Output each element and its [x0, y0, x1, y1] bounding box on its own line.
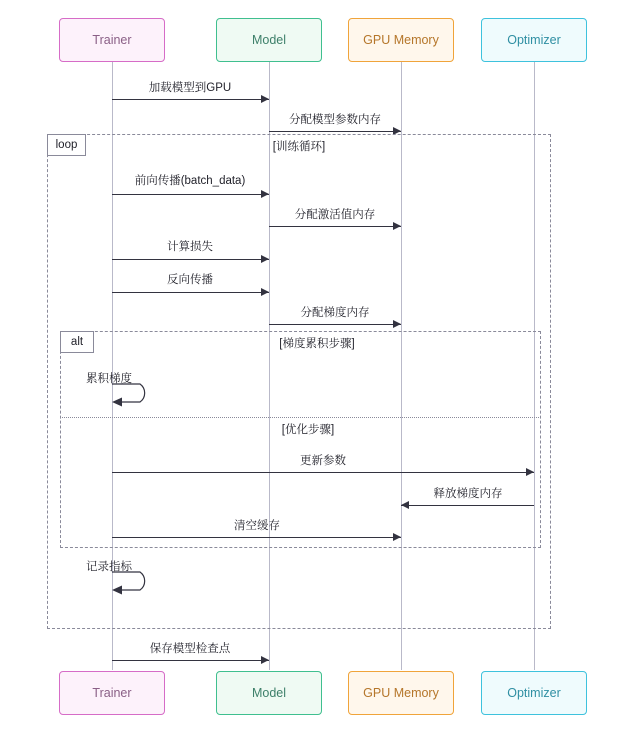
actor-label-model-top: Model [251, 33, 287, 47]
frame-title-loop: [训练循环] [272, 141, 326, 153]
message-label-m11: 清空缓存 [234, 520, 280, 532]
actor-label-optimizer-bottom: Optimizer [507, 686, 561, 700]
message-label-m13: 保存模型检查点 [149, 643, 231, 655]
frame-title-alt: [梯度累积步骤] [279, 338, 355, 350]
message-line-m13 [112, 660, 269, 661]
message-label-m4: 分配激活值内存 [294, 209, 376, 221]
message-arrow-m4 [393, 222, 401, 230]
message-arrow-m11 [393, 533, 401, 541]
message-arrow-m10 [401, 501, 409, 509]
frame-title-alt-else: [优化步骤] [281, 424, 335, 436]
self-message-arrow-m12 [106, 568, 166, 596]
actor-box-optimizer-bottom[interactable] [481, 671, 587, 715]
message-label-m1: 加载模型到GPU [148, 82, 232, 94]
actor-box-model-top[interactable] [216, 18, 322, 62]
message-arrow-m9 [526, 468, 534, 476]
message-line-m4 [269, 226, 401, 227]
actor-box-trainer-top[interactable] [59, 18, 165, 62]
message-label-m2: 分配模型参数内存 [289, 114, 381, 126]
frame-alt-divider [60, 417, 541, 418]
frame-alt [60, 331, 541, 548]
message-line-m9 [112, 472, 534, 473]
message-label-m12: 记录指标 [86, 561, 132, 573]
frame-tab-alt: alt [60, 331, 94, 353]
message-line-m1 [112, 99, 269, 100]
actor-box-model-bottom[interactable] [216, 671, 322, 715]
message-label-m6: 反向传播 [167, 274, 213, 286]
actor-label-trainer-bottom: Trainer [92, 686, 132, 700]
message-arrow-m5 [261, 255, 269, 263]
actor-label-model-bottom: Model [251, 686, 287, 700]
actor-label-gpu-memory-bottom: GPU Memory [363, 686, 439, 700]
actor-label-optimizer-top: Optimizer [507, 33, 561, 47]
message-line-m5 [112, 259, 269, 260]
message-label-m8: 累积梯度 [86, 373, 132, 385]
message-arrow-m3 [261, 190, 269, 198]
message-line-m7 [269, 324, 401, 325]
message-label-m10: 释放梯度内存 [433, 488, 503, 500]
message-arrow-m6 [261, 288, 269, 296]
message-line-m11 [112, 537, 401, 538]
actor-label-trainer-top: Trainer [92, 33, 132, 47]
message-line-m6 [112, 292, 269, 293]
message-label-m3: 前向传播(batch_data) [134, 175, 246, 187]
message-label-m9: 更新参数 [300, 455, 346, 467]
message-line-m10 [401, 505, 534, 506]
message-arrow-m1 [261, 95, 269, 103]
actor-box-optimizer-top[interactable] [481, 18, 587, 62]
actor-box-trainer-bottom[interactable] [59, 671, 165, 715]
message-line-m2 [269, 131, 401, 132]
actor-box-gpu-memory-bottom[interactable] [348, 671, 454, 715]
frame-tab-loop: loop [47, 134, 86, 156]
message-label-m7: 分配梯度内存 [300, 307, 370, 319]
message-label-m5: 计算损失 [167, 241, 213, 253]
self-message-arrow-m8 [106, 380, 166, 408]
message-arrow-m13 [261, 656, 269, 664]
actor-label-gpu-memory-top: GPU Memory [363, 33, 439, 47]
message-line-m3 [112, 194, 269, 195]
actor-box-gpu-memory-top[interactable] [348, 18, 454, 62]
message-arrow-m7 [393, 320, 401, 328]
